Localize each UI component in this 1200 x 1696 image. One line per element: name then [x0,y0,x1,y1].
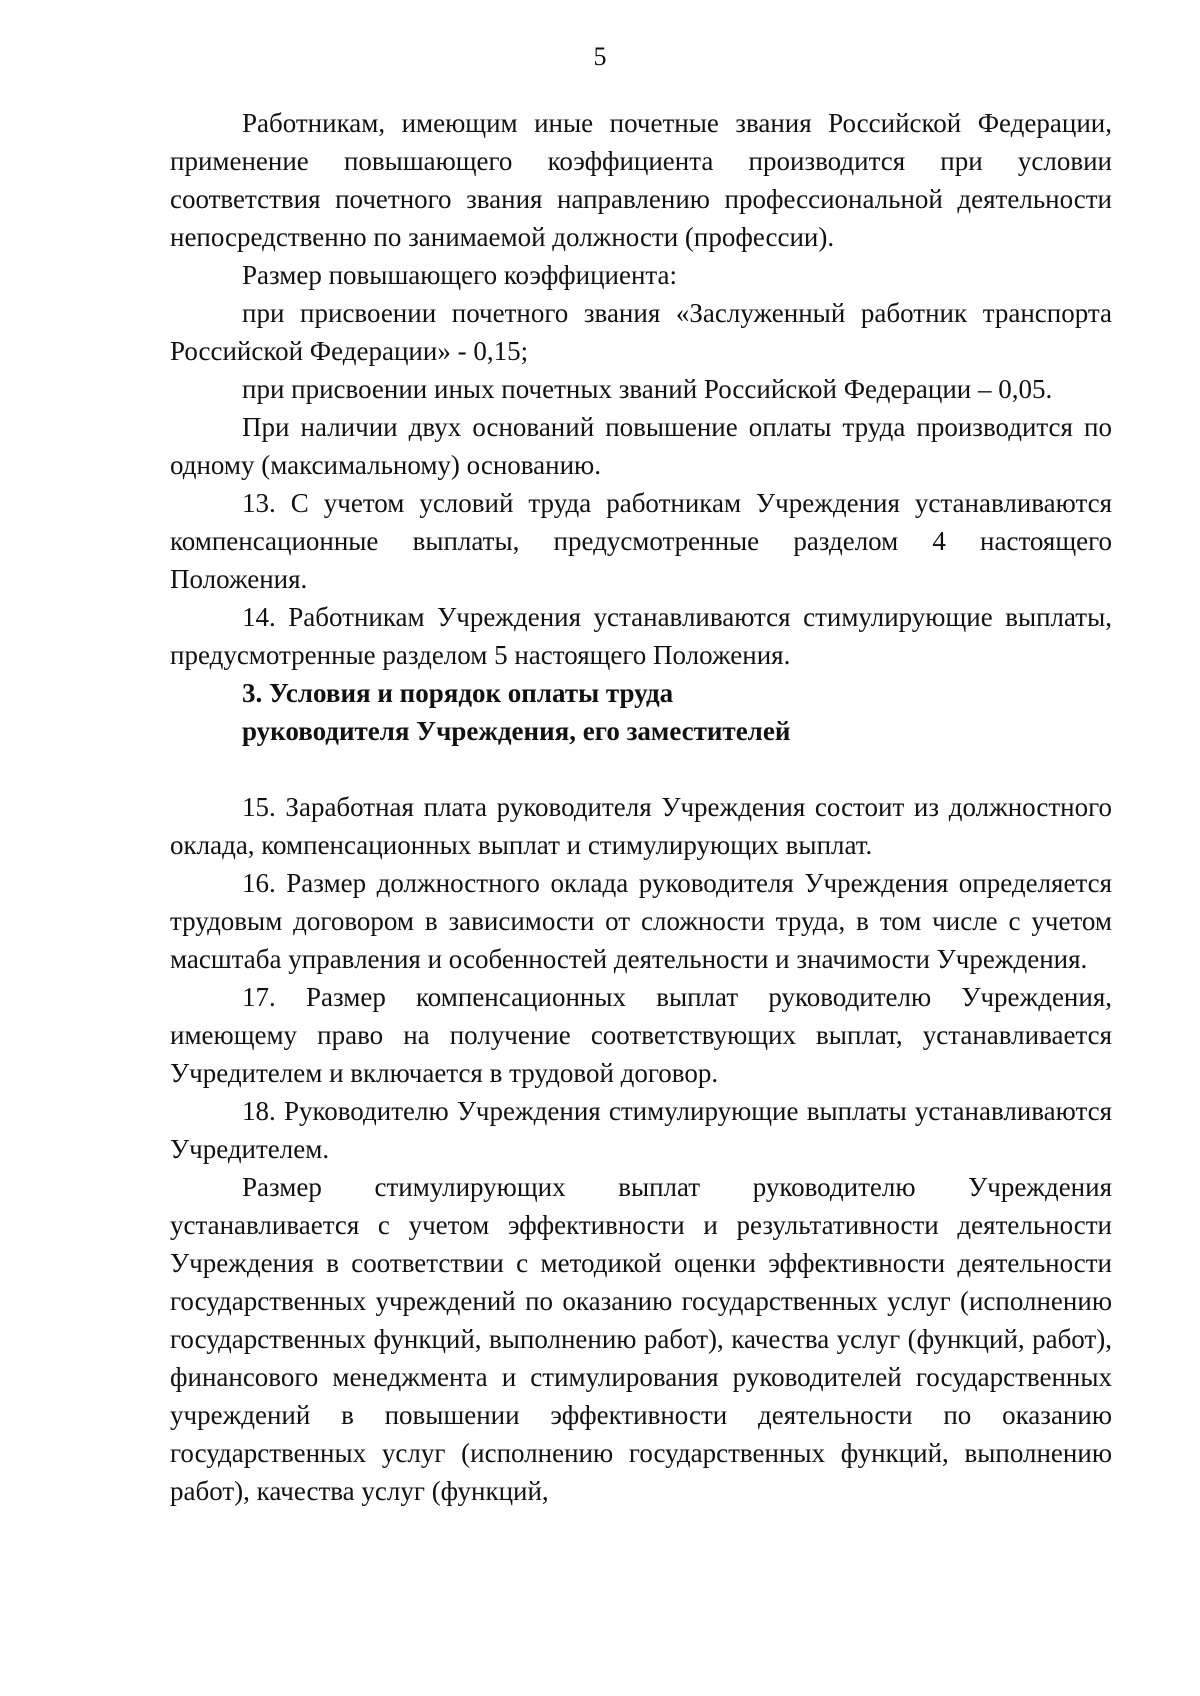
paragraph-coefficient-transport: при присвоении почетного звания «Заслуженный работник транспорта Российской Федерации» - 0,15; [170,298,1112,366]
paragraph-item-16: 16. Размер должностного оклада руководителя Учреждения определяется трудовым договором в зависимости от сложности труда, в том числе с учетом масштаба управления и особенностей деятельности и значимости Учреждения. [170,868,1112,974]
paragraph-honorary-titles: Работникам, имеющим иные почетные звания Российской Федерации, применение повышающего коэффициента производится при условии соответствия почетного звания направлению профессиональной деятельности непосредственно по занимаемой должности (профессии). [170,108,1112,252]
paragraph-item-14: 14. Работникам Учреждения устанавливаются стимулирующие выплаты, предусмотренные разделом 5 настоящего Положения. [170,602,1112,670]
page-number: 5 [593,42,607,71]
paragraph-coefficient-size: Размер повышающего коэффициента: [242,260,678,290]
section-heading-line-2: руководителя Учреждения, его заместителей [242,716,791,746]
paragraph-item-17: 17. Размер компенсационных выплат руководителю Учреждения, имеющему право на получение соответствующих выплат, устанавливается Учредителем и включается в трудовой договор. [170,982,1112,1088]
paragraph-item-15: 15. Заработная плата руководителя Учреждения состоит из должностного оклада, компенсационных выплат и стимулирующих выплат. [170,792,1112,860]
paragraph-item-18: 18. Руководителю Учреждения стимулирующие выплаты устанавливаются Учредителем. [170,1096,1112,1164]
section-heading [170,674,1112,750]
paragraph-coefficient-other: при присвоении иных почетных званий Российской Федерации – 0,05. [242,374,1053,404]
section-heading-line-1: 3. Условия и порядок оплаты труда [242,678,674,708]
paragraph-incentive-size: Размер стимулирующих выплат руководителю Учреждения устанавливается с учетом эффективности и результативности деятельности Учреждения в соответствии с методикой оценки эффективности деятельности государственных учреждений по оказанию государственных услуг (исполнению государственных функций, выполнению работ), качества услуг (функций, работ), финансового менеджмента и стимулирования руководителей государственных учреждений в повышении эффективности деятельности по оказанию государственных услуг (исполнению государственных функций, выполнению работ), качества услуг (функций, [170,1172,1112,1506]
paragraph-two-grounds: При наличии двух оснований повышение оплаты труда производится по одному (максимальному) основанию. [170,412,1112,480]
paragraph-item-13: 13. С учетом условий труда работникам Учреждения устанавливаются компенсационные выплаты, предусмотренные разделом 4 настоящего Положения. [170,488,1112,594]
document-body [170,104,1112,1510]
